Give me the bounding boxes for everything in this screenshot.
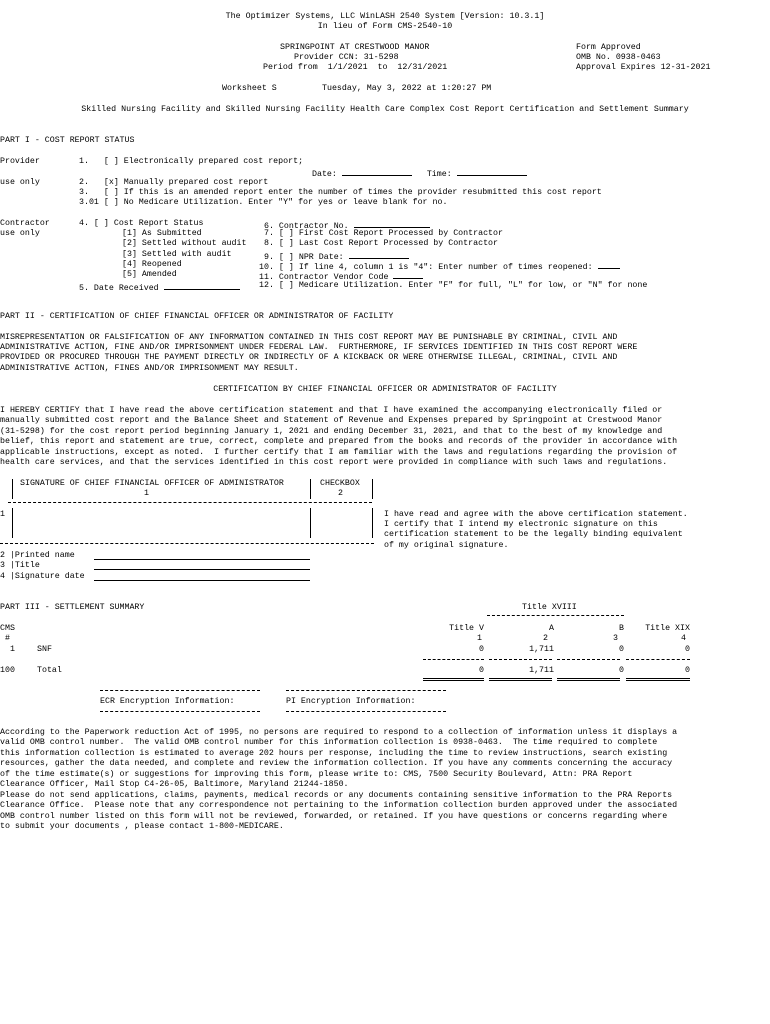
printed-name-field: [0, 551, 75, 561]
part3-heading: PART III - SETTLEMENT SUMMARY: [0, 603, 145, 612]
footer-line-10: to submit your documents , please contact 1-800-MEDICARE.: [0, 822, 284, 831]
signature-date-blank: [94, 572, 310, 581]
agree-line-3: certification statement to be the legally binding equivalent: [384, 530, 683, 539]
status-4: [4] Reopened: [122, 260, 182, 269]
printed-name-label: 2 |Printed name: [0, 551, 75, 560]
item-3-01: 3.01 [ ] No Medicare Utilization. Enter "Y" for yes or leave blank for no.: [79, 198, 448, 207]
date-field: [312, 167, 527, 180]
row-snf-title-xix: 0: [685, 645, 690, 654]
pi-label: PI Encryption Information:: [286, 697, 416, 706]
provider-label: Provider: [0, 157, 40, 166]
row-snf-a: 1,711: [529, 645, 554, 654]
run-date: Tuesday, May 3, 2022 at 1:20:27 PM: [322, 84, 492, 93]
sig-row-1-number: 1: [0, 510, 5, 519]
part1-heading: PART I - COST REPORT STATUS: [0, 136, 135, 145]
status-1: [1] As Submitted: [122, 229, 202, 238]
cert-line-6: health care services, and that the services identified in this cost report were provided in compliance with such laws and regulations.: [0, 458, 668, 467]
main-title: Skilled Nursing Facility and Skilled Nursing Facility Health Care Complex Cost Report Certification and Settlement Summary: [81, 105, 689, 114]
row-total-line: 100: [0, 666, 15, 675]
checkbox-col-number: 2: [338, 489, 343, 498]
worksheet-label: Worksheet S: [222, 84, 277, 93]
row-snf-title-v: 0: [479, 645, 484, 654]
reopened-blank: [598, 260, 620, 269]
subtotal-rule-1: [423, 659, 484, 660]
col-header-title-xix: Title XIX: [645, 624, 690, 633]
cert-line-3: (31-5298) for the cost report period beginning January 1, 2021 and ending December 31, 2021, and that to the best of my knowledge and: [0, 427, 663, 436]
item-8: 8. [ ] Last Cost Report Processed by Contractor: [264, 239, 499, 248]
omb-number: OMB No. 0938-0463: [576, 53, 661, 62]
row-snf-label: SNF: [37, 645, 52, 654]
title-field: [0, 561, 40, 571]
footer-line-6: Clearance Officer, Mail Stop C4-26-05, Baltimore, Maryland 21244-1850.: [0, 780, 349, 789]
item-7: 7. [ ] First Cost Report Processed by Contractor: [264, 229, 503, 238]
row-total-title-v: 0: [479, 666, 484, 675]
signature-date-label: 4 |Signature date: [0, 572, 85, 581]
footer-line-5: of the time estimate(s) or suggestions for improving this form, please write to: CMS, 7500 Security Boulevard, Attn: PRA Report: [0, 770, 633, 779]
vendor-code-label: 11. Contractor Vendor Code: [259, 273, 389, 282]
footer-line-1: According to the Paperwork reduction Act of 1995, no persons are required to respond to a collection of information unless it displays a: [0, 728, 678, 737]
cert-line-5: applicable instructions, except as noted. I further certify that I am familiar with the laws and regulations regarding the provision of: [0, 448, 678, 457]
status-2: [2] Settled without audit: [122, 239, 247, 248]
subtotal-rule-3: [557, 659, 620, 660]
checkbox-header: CHECKBOX: [320, 479, 360, 488]
warning-line-1: MISREPRESENTATION OR FALSIFICATION OF ANY INFORMATION CONTAINED IN THIS COST REPORT MAY BE PUNISHABLE BY CRIMINAL, CIVIL AND: [0, 333, 618, 342]
footer-line-3: this information collection is estimated to average 202 hours per response, including the time to review instructions, search existing: [0, 749, 668, 758]
cert-heading: CERTIFICATION BY CHIEF FINANCIAL OFFICER OR ADMINISTRATOR OF FACILITY: [213, 385, 557, 394]
item-5: [79, 281, 240, 294]
agree-line-2: I certify that I intend my electronic signature on this: [384, 520, 658, 529]
vendor-code-blank: [393, 270, 423, 279]
col-header-b: B: [619, 624, 624, 633]
subtotal-rule-4: [626, 659, 690, 660]
ecr-label: ECR Encryption Information:: [100, 697, 235, 706]
col-number-4: 4: [681, 634, 686, 643]
date-blank: [342, 167, 412, 176]
lieu-line: In lieu of Form CMS-2540-10: [317, 22, 453, 31]
pi-rule-bottom: [286, 711, 446, 712]
ecr-rule-bottom: [100, 711, 260, 712]
row-total-b: 0: [619, 666, 624, 675]
cert-line-2: manually submitted cost report and the Balance Sheet and Statement of Revenue and Expenses prepared by Springpoint at Crestwood Manor: [0, 416, 663, 425]
cms-label: CMS: [0, 624, 15, 633]
footer-line-9: OMB control number listed on this form will not be reviewed, forwarded, or retained. If you have questions or concerns regarding where: [0, 812, 668, 821]
row-total-label: Total: [37, 666, 62, 675]
item-2: 2. [x] Manually prepared cost report: [79, 178, 269, 187]
footer-line-8: Clearance Office. Please note that any correspondence not pertaining to the information collection burden approved under the associated: [0, 801, 678, 810]
sig-row-mid-border: [310, 508, 311, 538]
row-snf-b: 0: [619, 645, 624, 654]
period: Period from 1/1/2021 to 12/31/2021: [263, 63, 448, 72]
total-rule-4: [626, 678, 690, 681]
pi-rule-top: [286, 690, 446, 691]
part2-heading: PART II - CERTIFICATION OF CHIEF FINANCIAL OFFICER OR ADMINISTRATOR OF FACILITY: [0, 312, 394, 321]
total-rule-3: [557, 678, 620, 681]
footer-line-2: valid OMB control number. The valid OMB control number for this information collection is 0938-0463. The time required to complete: [0, 738, 658, 747]
sig-table-right-border: [372, 479, 373, 499]
subtotal-rule-2: [489, 659, 552, 660]
signature-date-field: [0, 572, 85, 582]
system-line: The Optimizer Systems, LLC WinLASH 2540 System [Version: 10.3.1]: [225, 12, 545, 21]
ecr-rule-top: [100, 690, 260, 691]
warning-line-4: ADMINISTRATIVE ACTION, FINES AND/OR IMPRISONMENT MAY RESULT.: [0, 364, 299, 373]
contractor-use-only: use only: [0, 229, 40, 238]
title-xviii-rule: [487, 615, 624, 616]
npr-date-blank: [349, 250, 409, 259]
hash-label: #: [5, 634, 10, 643]
row-total-title-xix: 0: [685, 666, 690, 675]
provider-use-only: use only: [0, 178, 40, 187]
status-5: [5] Amended: [122, 270, 177, 279]
cert-line-1: I HEREBY CERTIFY that I have read the above certification statement and that I have examined the accompanying electronically filed or: [0, 406, 663, 415]
provider-ccn: Provider CCN: 31-5298: [294, 53, 399, 62]
date-received-blank: [164, 281, 240, 290]
cert-line-4: belief, this report and statement are true, correct, complete and prepared from the books and records of the provider in accordance with: [0, 437, 678, 446]
sig-row-left-border: [12, 508, 13, 538]
footer-line-4: resources, gather the data needed, and complete and review the information collection. If you have any comments concerning the accuracy: [0, 759, 673, 768]
approval-expires: Approval Expires 12-31-2021: [576, 63, 711, 72]
signature-col-number: 1: [144, 489, 149, 498]
reopened-label: 10. [ ] If line 4, column 1 is "4": Enter number of times reopened:: [259, 263, 593, 272]
item-3: 3. [ ] If this is an amended report enter the number of times the provider resubmitted this cost report: [79, 188, 602, 197]
total-rule-1: [423, 678, 484, 681]
date-label: Date:: [312, 170, 337, 179]
total-rule-2: [489, 678, 552, 681]
col-header-a: A: [549, 624, 554, 633]
form-approved: Form Approved: [576, 43, 641, 52]
contractor-label: Contractor: [0, 219, 50, 228]
row-total-a: 1,711: [529, 666, 554, 675]
time-label: Time:: [426, 170, 452, 179]
date-received-label: 5. Date Received: [79, 284, 159, 293]
item-12: 12. [ ] Medicare Utilization. Enter "F" for full, "L" for low, or "N" for none: [259, 281, 648, 290]
warning-line-3: PROVIDED OR PROCURED THROUGH THE PAYMENT DIRECTLY OR INDIRECTLY OF A KICKBACK OR WERE OTHERWISE ILLEGAL, CRIMINAL, CIVIL AND: [0, 353, 618, 362]
warning-line-2: ADMINISTRATIVE ACTION, FINE AND/OR IMPRISONMENT UNDER FEDERAL LAW. FURTHERMORE, IF SERVICES IDENTIFIED IN THIS COST REPORT WERE: [0, 343, 638, 352]
printed-name-blank: [94, 551, 310, 560]
col-number-3: 3: [613, 634, 618, 643]
footer-line-7: Please do not send applications, claims, payments, medical records or any documents containing sensitive information to the PRA Reports: [0, 791, 673, 800]
signature-header: SIGNATURE OF CHIEF FINANCIAL OFFICER OF ADMINISTRATOR: [20, 479, 284, 488]
contractor-no-blank: [354, 219, 430, 228]
sig-table-rule-bottom: [0, 543, 374, 544]
title-label: 3 |Title: [0, 561, 40, 570]
sig-table-mid-border: [310, 479, 311, 499]
sig-row-right-border: [372, 508, 373, 538]
time-blank: [457, 167, 527, 176]
agree-line-4: of my original signature.: [384, 541, 509, 550]
title-blank: [94, 561, 310, 570]
row-snf-line: 1: [10, 645, 15, 654]
sig-table-left-border: [12, 479, 13, 499]
item-4: 4. [ ] Cost Report Status: [79, 219, 204, 228]
status-3: [3] Settled with audit: [122, 250, 232, 259]
col-number-1: 1: [477, 634, 482, 643]
title-xviii-header: Title XVIII: [522, 603, 577, 612]
col-header-title-v: Title V: [449, 624, 484, 633]
col-number-2: 2: [543, 634, 548, 643]
item-1: 1. [ ] Electronically prepared cost report;: [79, 157, 304, 166]
contractor-no-label: 6. Contractor No.: [264, 222, 349, 231]
sig-table-rule-top: [8, 502, 372, 503]
npr-date-label: 9. [ ] NPR Date:: [264, 253, 344, 262]
provider-name: SPRINGPOINT AT CRESTWOOD MANOR: [280, 43, 430, 52]
agree-line-1: I have read and agree with the above certification statement.: [384, 510, 688, 519]
